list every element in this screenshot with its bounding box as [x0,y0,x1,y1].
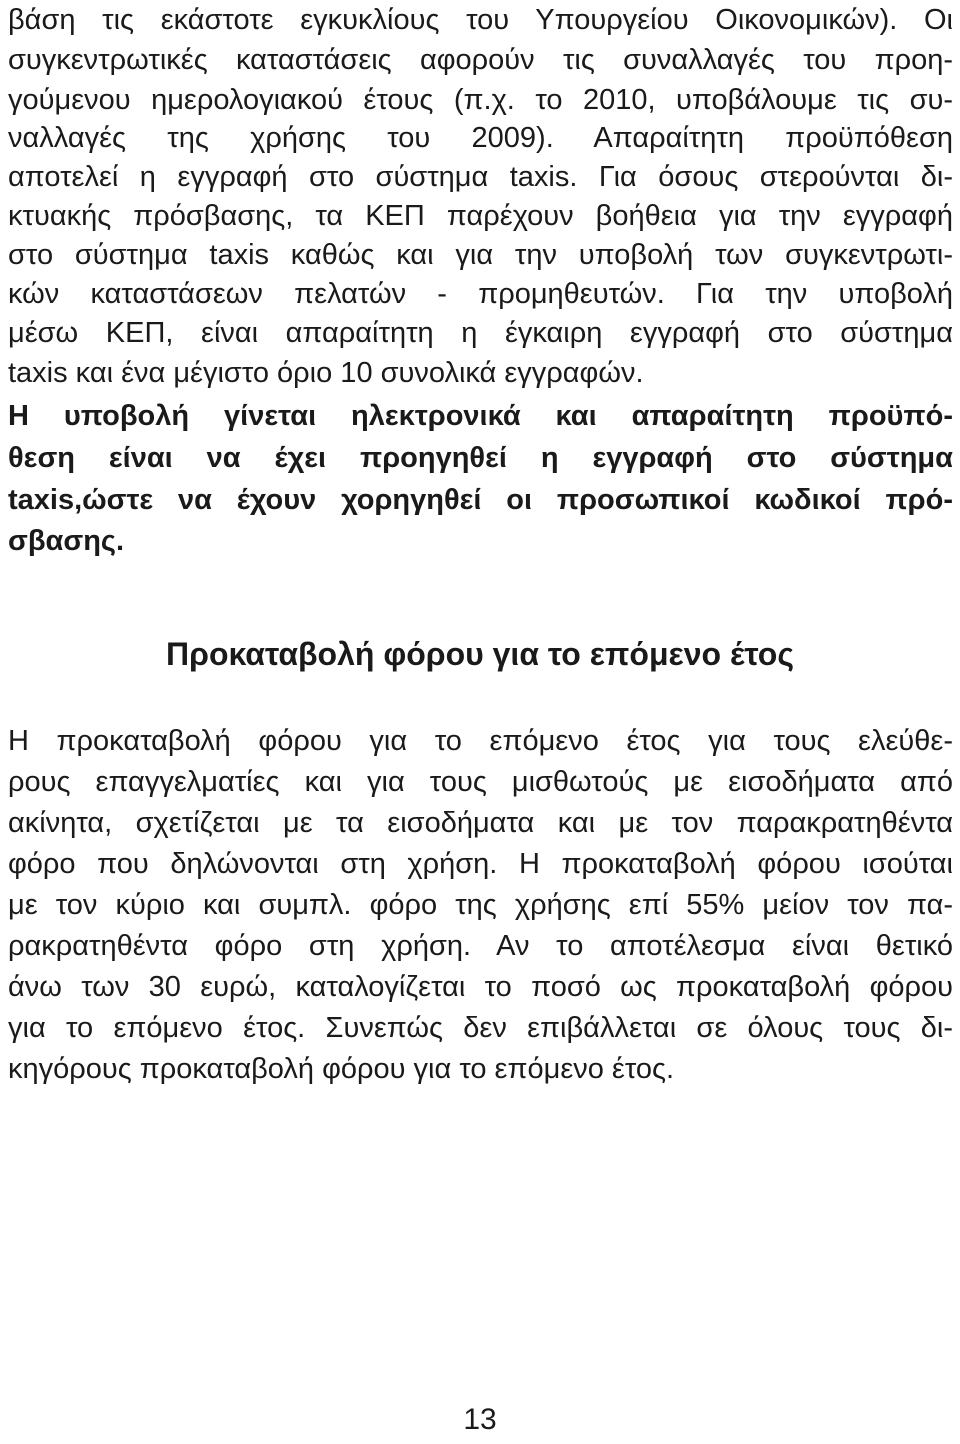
paragraph3-line: για το επόμενο έτος. Συνεπώς δεν επιβάλλεται σε όλους τους δι- [8,1012,953,1044]
paragraph1-line: κτυακής πρόσβασης, τα ΚΕΠ παρέχουν βοήθεια για την εγγραφή [8,200,953,232]
paragraph3-line: με τον κύριο και συμπλ. φόρο της χρήσης επί 55% μείον τον πα- [8,889,953,921]
paragraph1-line: βάση τις εκάστοτε εγκυκλίους του Υπουργείου Οικονομικών). Οι [8,4,953,36]
paragraph3-line: ρακρατηθέντα φόρο στη χρήση. Αν το αποτέλεσμα είναι θετικό [8,930,953,962]
paragraph1-line: αποτελεί η εγγραφή στο σύστημα taxis. Για όσους στερούνται δι- [8,161,953,193]
paragraph1-line: μέσω ΚΕΠ, είναι απαραίτητη η έγκαιρη εγγραφή στο σύστημα [8,317,953,349]
section-heading [0,634,960,674]
bold-paragraph-line: taxis,ώστε να έχουν χορηγηθεί οι προσωπικοί κωδικοί πρό- [8,484,953,516]
paragraph3-line: άνω των 30 ευρώ, καταλογίζεται το ποσό ως προκαταβολή φόρου [8,971,953,1003]
paragraph3-line: ρους επαγγελματίες και για τους μισθωτούς με εισοδήματα από [8,766,953,798]
paragraph3-line: φόρο που δηλώνονται στη χρήση. Η προκαταβολή φόρου ισούται [8,848,953,880]
section-heading-text: Προκαταβολή φόρου για το επόμενο έτος [166,636,794,672]
bold-paragraph-line: σβασης. [8,525,125,557]
page-number: 13 [463,1403,497,1436]
paragraph1-line: συγκεντρωτικές καταστάσεις αφορούν τις συναλλαγές του προη- [8,44,953,76]
paragraph3-line: κηγόρους προκαταβολή φόρου για το επόμενο έτος. [8,1053,675,1085]
paragraph1-line: κών καταστάσεων πελατών - προμηθευτών. Για την υποβολή [8,278,953,310]
bold-paragraph-line: θεση είναι να έχει προηγηθεί η εγγραφή στο σύστημα [8,442,953,474]
paragraph1-line: στο σύστημα taxis καθώς και για την υποβολή των συγκεντρωτι- [8,239,953,271]
paragraph1-line: ναλλαγές της χρήσης του 2009). Απαραίτητη προϋπόθεση [8,122,953,154]
paragraph3-line: ακίνητα, σχετίζεται με τα εισοδήματα και με τον παρακρατηθέντα [8,807,953,839]
paragraph1-line: taxis και ένα μέγιστο όριο 10 συνολικά εγγραφών. [8,357,644,389]
paragraph3-line: Η προκαταβολή φόρου για το επόμενο έτος για τους ελεύθε- [8,725,953,757]
paragraph1-line: γούμενου ημερολογιακού έτους (π.χ. το 2010, υποβάλουμε τις συ- [8,84,953,116]
bold-paragraph-line: Η υποβολή γίνεται ηλεκτρονικά και απαραίτητη προϋπό- [8,400,953,432]
